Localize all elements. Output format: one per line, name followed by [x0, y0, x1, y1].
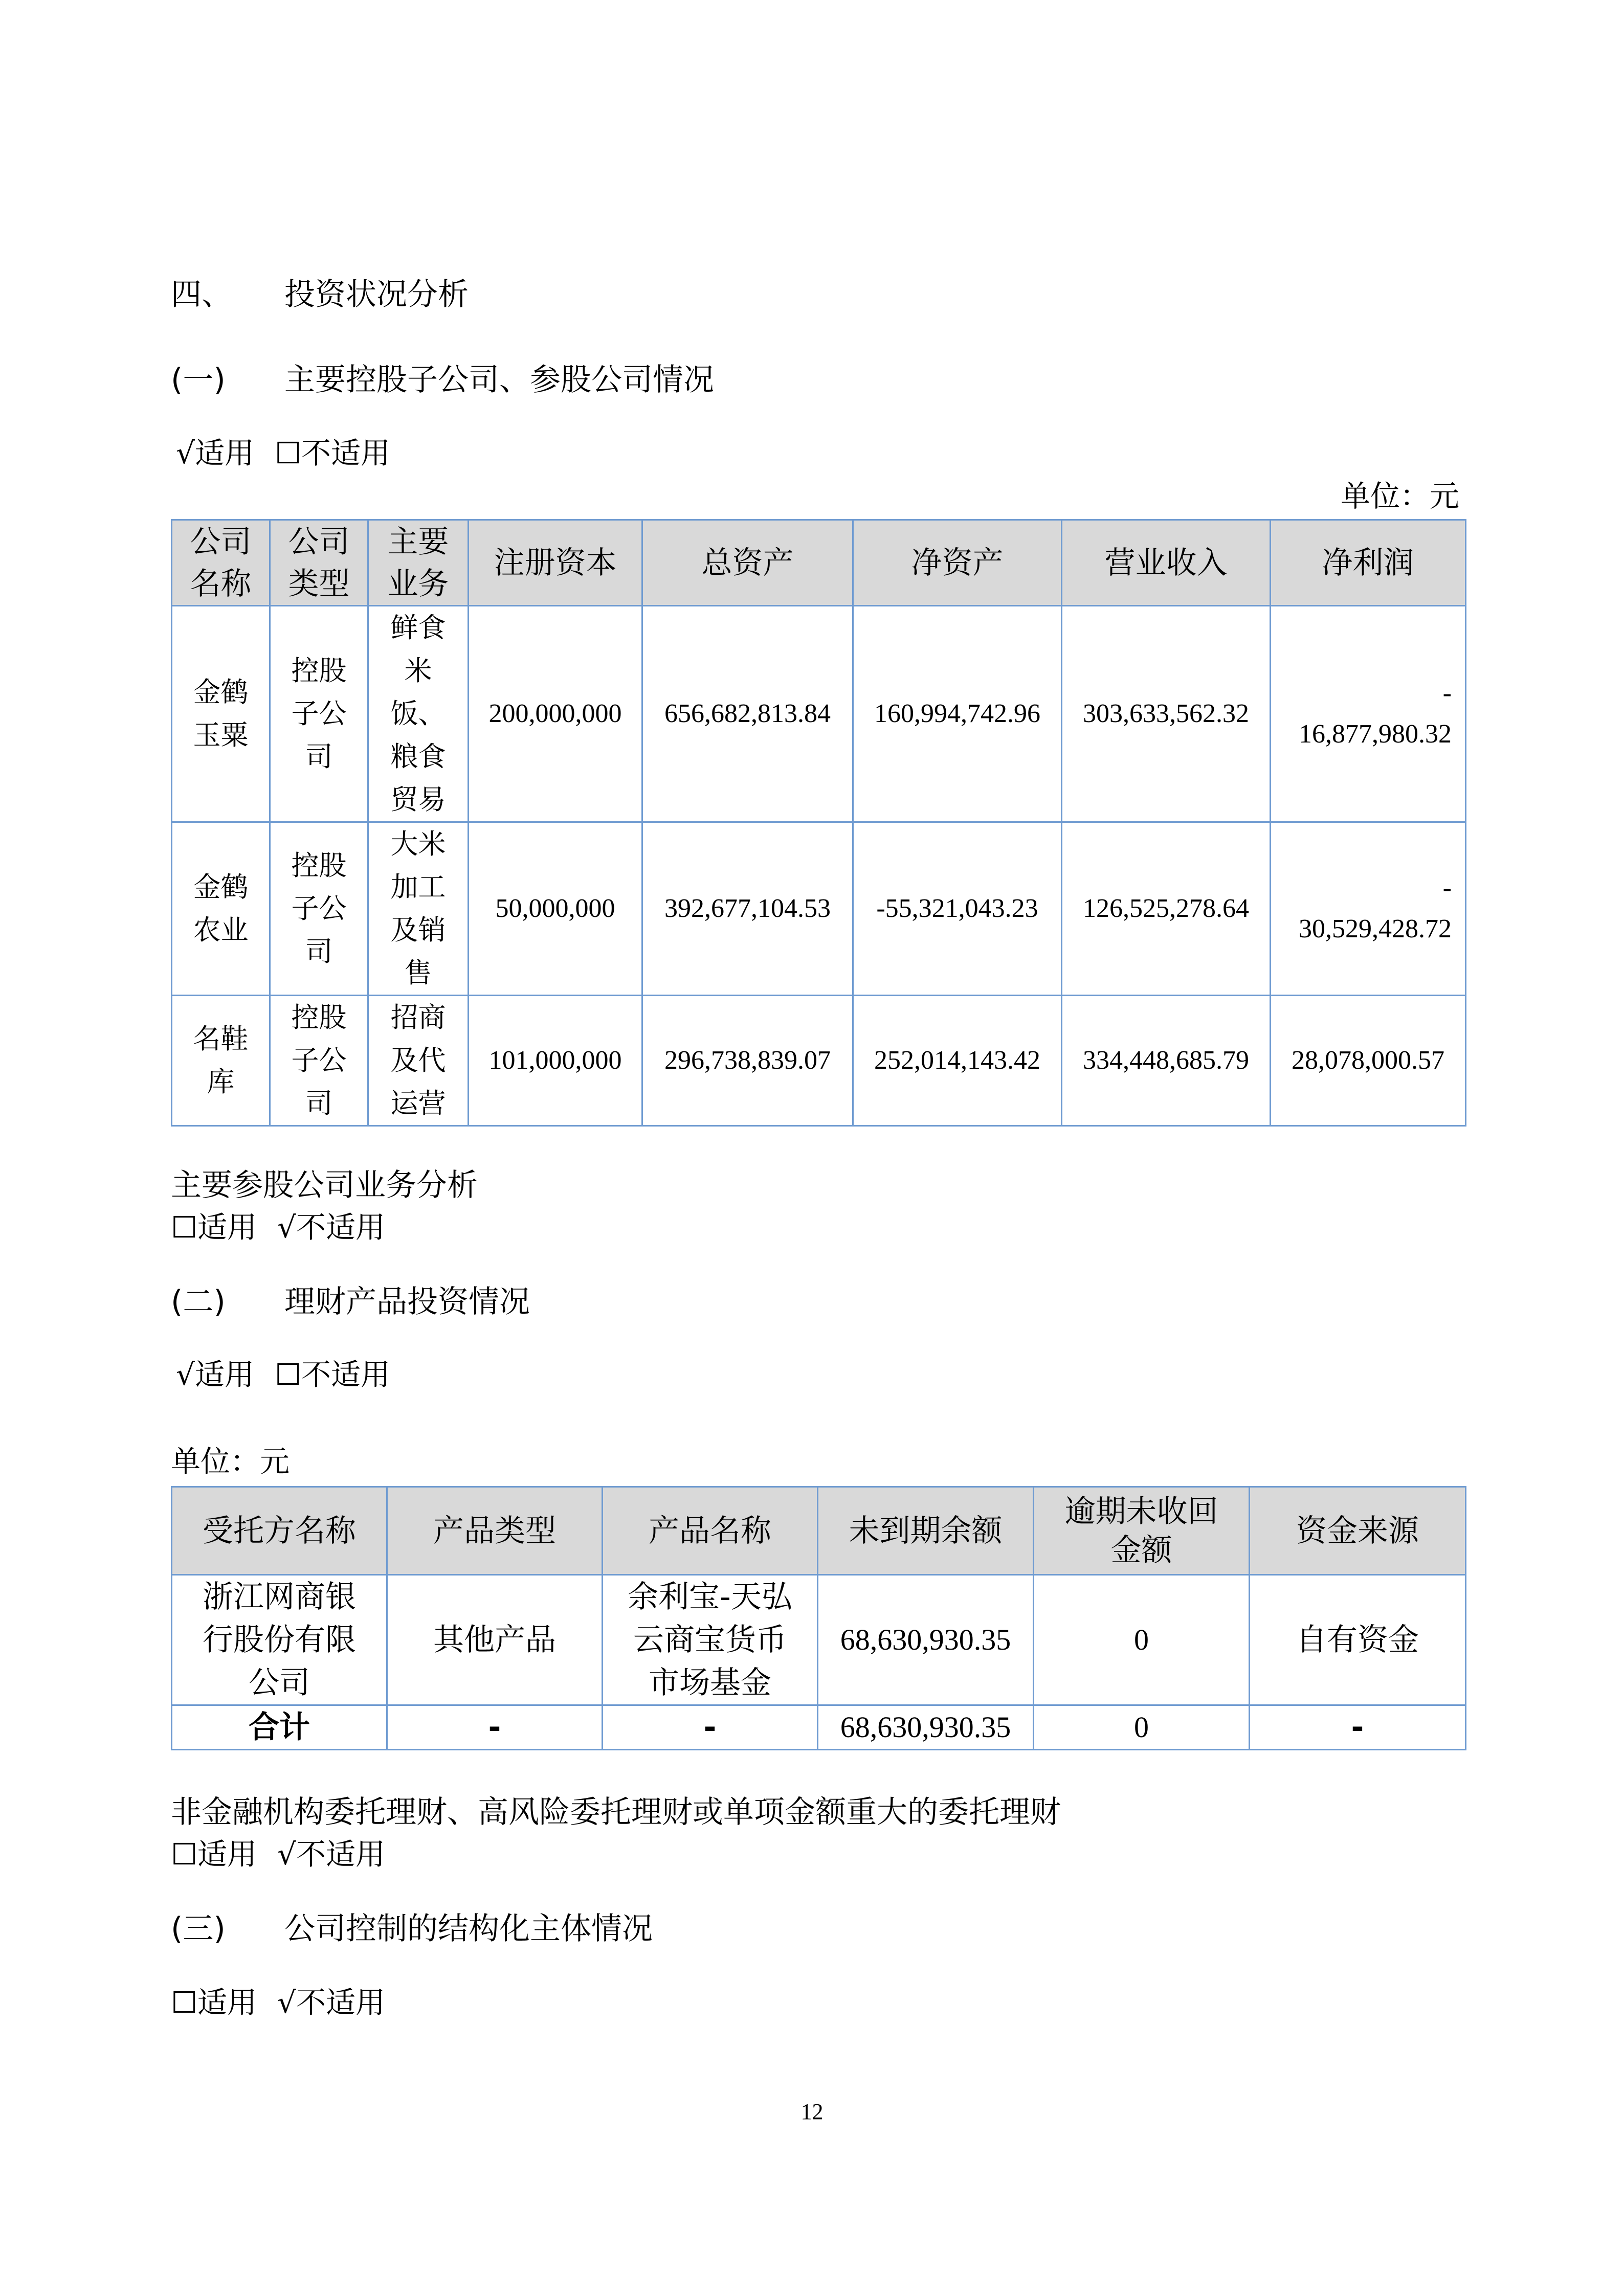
wealth-products-table [171, 1486, 1466, 1750]
net-profit-cell: 28,078,000.57 [1271, 996, 1466, 1126]
total-assets-cell: 656,682,813.84 [642, 606, 853, 822]
not-applicable-option: √不适用 [277, 1210, 385, 1245]
applicability-checks [176, 1354, 390, 1395]
reg-capital-cell: 101,000,000 [469, 996, 642, 1126]
header-cell: 净资产 [853, 520, 1062, 606]
net-assets-cell: 252,014,143.42 [853, 996, 1062, 1126]
subsection-title: 理财产品投资情况 [284, 1284, 530, 1320]
company-type-cell: 控股子公司 [270, 606, 368, 822]
header-cell: 未到期余额 [818, 1487, 1034, 1575]
page-number: 12 [800, 2099, 824, 2124]
applicable-option: √适用 [176, 436, 254, 470]
product-name-cell: 余利宝-天弘云商宝货币市场基金 [603, 1575, 818, 1705]
business-cell: 招商及代运营 [368, 996, 469, 1126]
header-cell: 公司名称 [172, 520, 270, 606]
total-label-cell: 合计 [172, 1705, 387, 1750]
section-title: 投资状况分析 [284, 277, 469, 312]
total-assets-cell: 392,677,104.53 [642, 822, 853, 996]
applicable-option: √适用 [176, 1357, 254, 1392]
table-header-row [172, 520, 1466, 606]
total-assets-cell: 296,738,839.07 [642, 996, 853, 1126]
section-heading [171, 274, 785, 315]
total-source-cell: - [1250, 1705, 1466, 1750]
net-assets-cell: -55,321,043.23 [853, 822, 1062, 996]
subsection-number: (一) [171, 362, 226, 398]
subsection-title: 主要控股子公司、参股公司情况 [284, 362, 714, 398]
subsection-heading-3 [171, 1908, 989, 1949]
company-type-cell: 控股子公司 [270, 996, 368, 1126]
not-applicable-option: √不适用 [277, 1837, 385, 1872]
reg-capital-cell: 50,000,000 [469, 822, 642, 996]
applicability-checks [171, 1982, 385, 2023]
section-number: 四、 [171, 277, 232, 312]
company-name-cell: 金鹤农业 [172, 822, 270, 996]
total-product-name-cell: - [603, 1705, 818, 1750]
table-row [172, 606, 1466, 822]
net-profit-cell: - 30,529,428.72 [1271, 822, 1466, 996]
header-cell: 逾期未收回金额 [1034, 1487, 1250, 1575]
table-row [172, 822, 1466, 996]
business-cell: 鲜食米饭、粮食贸易 [368, 606, 469, 822]
applicability-checks [171, 1834, 385, 1875]
table-row [172, 1575, 1466, 1705]
overdue-cell: 0 [1034, 1575, 1250, 1705]
total-overdue-cell: 0 [1034, 1705, 1250, 1750]
participation-title: 主要参股公司业务分析 [171, 1167, 478, 1203]
revenue-cell: 303,633,562.32 [1062, 606, 1271, 822]
header-cell: 产品名称 [603, 1487, 818, 1575]
product-type-cell: 其他产品 [387, 1575, 603, 1705]
total-balance-cell: 68,630,930.35 [818, 1705, 1034, 1750]
subsection-number: (三) [171, 1911, 226, 1947]
not-applicable-option: ☐不适用 [274, 1357, 390, 1392]
trustee-cell: 浙江网商银行股份有限公司 [172, 1575, 387, 1705]
subsection-title: 公司控制的结构化主体情况 [284, 1911, 653, 1947]
subsection-heading-1 [171, 359, 989, 400]
applicable-option: ☐适用 [171, 1985, 257, 2020]
balance-cell: 68,630,930.35 [818, 1575, 1034, 1705]
header-cell: 公司类型 [270, 520, 368, 606]
reg-capital-cell: 200,000,000 [469, 606, 642, 822]
total-product-type-cell: - [387, 1705, 603, 1750]
table-total-row [172, 1705, 1466, 1750]
table-header-row [172, 1487, 1466, 1575]
not-applicable-option: ☐不适用 [274, 436, 390, 470]
header-cell: 资金来源 [1250, 1487, 1466, 1575]
source-cell: 自有资金 [1250, 1575, 1466, 1705]
revenue-cell: 334,448,685.79 [1062, 996, 1271, 1126]
net-profit-cell: - 16,877,980.32 [1271, 606, 1466, 822]
header-cell: 注册资本 [469, 520, 642, 606]
unit-label: 单位：元 [1340, 479, 1459, 513]
subsection-number: (二) [171, 1284, 226, 1320]
applicability-checks [176, 433, 390, 474]
non-financial-title: 非金融机构委托理财、高风险委托理财或单项金额重大的委托理财 [171, 1794, 1061, 1830]
applicable-option: ☐适用 [171, 1210, 257, 1245]
header-cell: 净利润 [1271, 520, 1466, 606]
company-name-cell: 名鞋库 [172, 996, 270, 1126]
unit-label: 单位：元 [171, 1444, 290, 1479]
header-cell: 主要业务 [368, 520, 469, 606]
business-cell: 大米加工及销售 [368, 822, 469, 996]
company-type-cell: 控股子公司 [270, 822, 368, 996]
subsection-heading-2 [171, 1281, 989, 1322]
not-applicable-option: √不适用 [277, 1985, 385, 2020]
applicability-checks [171, 1207, 385, 1248]
table-row [172, 996, 1466, 1126]
company-name-cell: 金鹤玉粟 [172, 606, 270, 822]
header-cell: 产品类型 [387, 1487, 603, 1575]
header-cell: 受托方名称 [172, 1487, 387, 1575]
subsidiaries-table [171, 519, 1466, 1127]
header-cell: 营业收入 [1062, 520, 1271, 606]
header-cell: 总资产 [642, 520, 853, 606]
net-assets-cell: 160,994,742.96 [853, 606, 1062, 822]
revenue-cell: 126,525,278.64 [1062, 822, 1271, 996]
applicable-option: ☐适用 [171, 1837, 257, 1872]
